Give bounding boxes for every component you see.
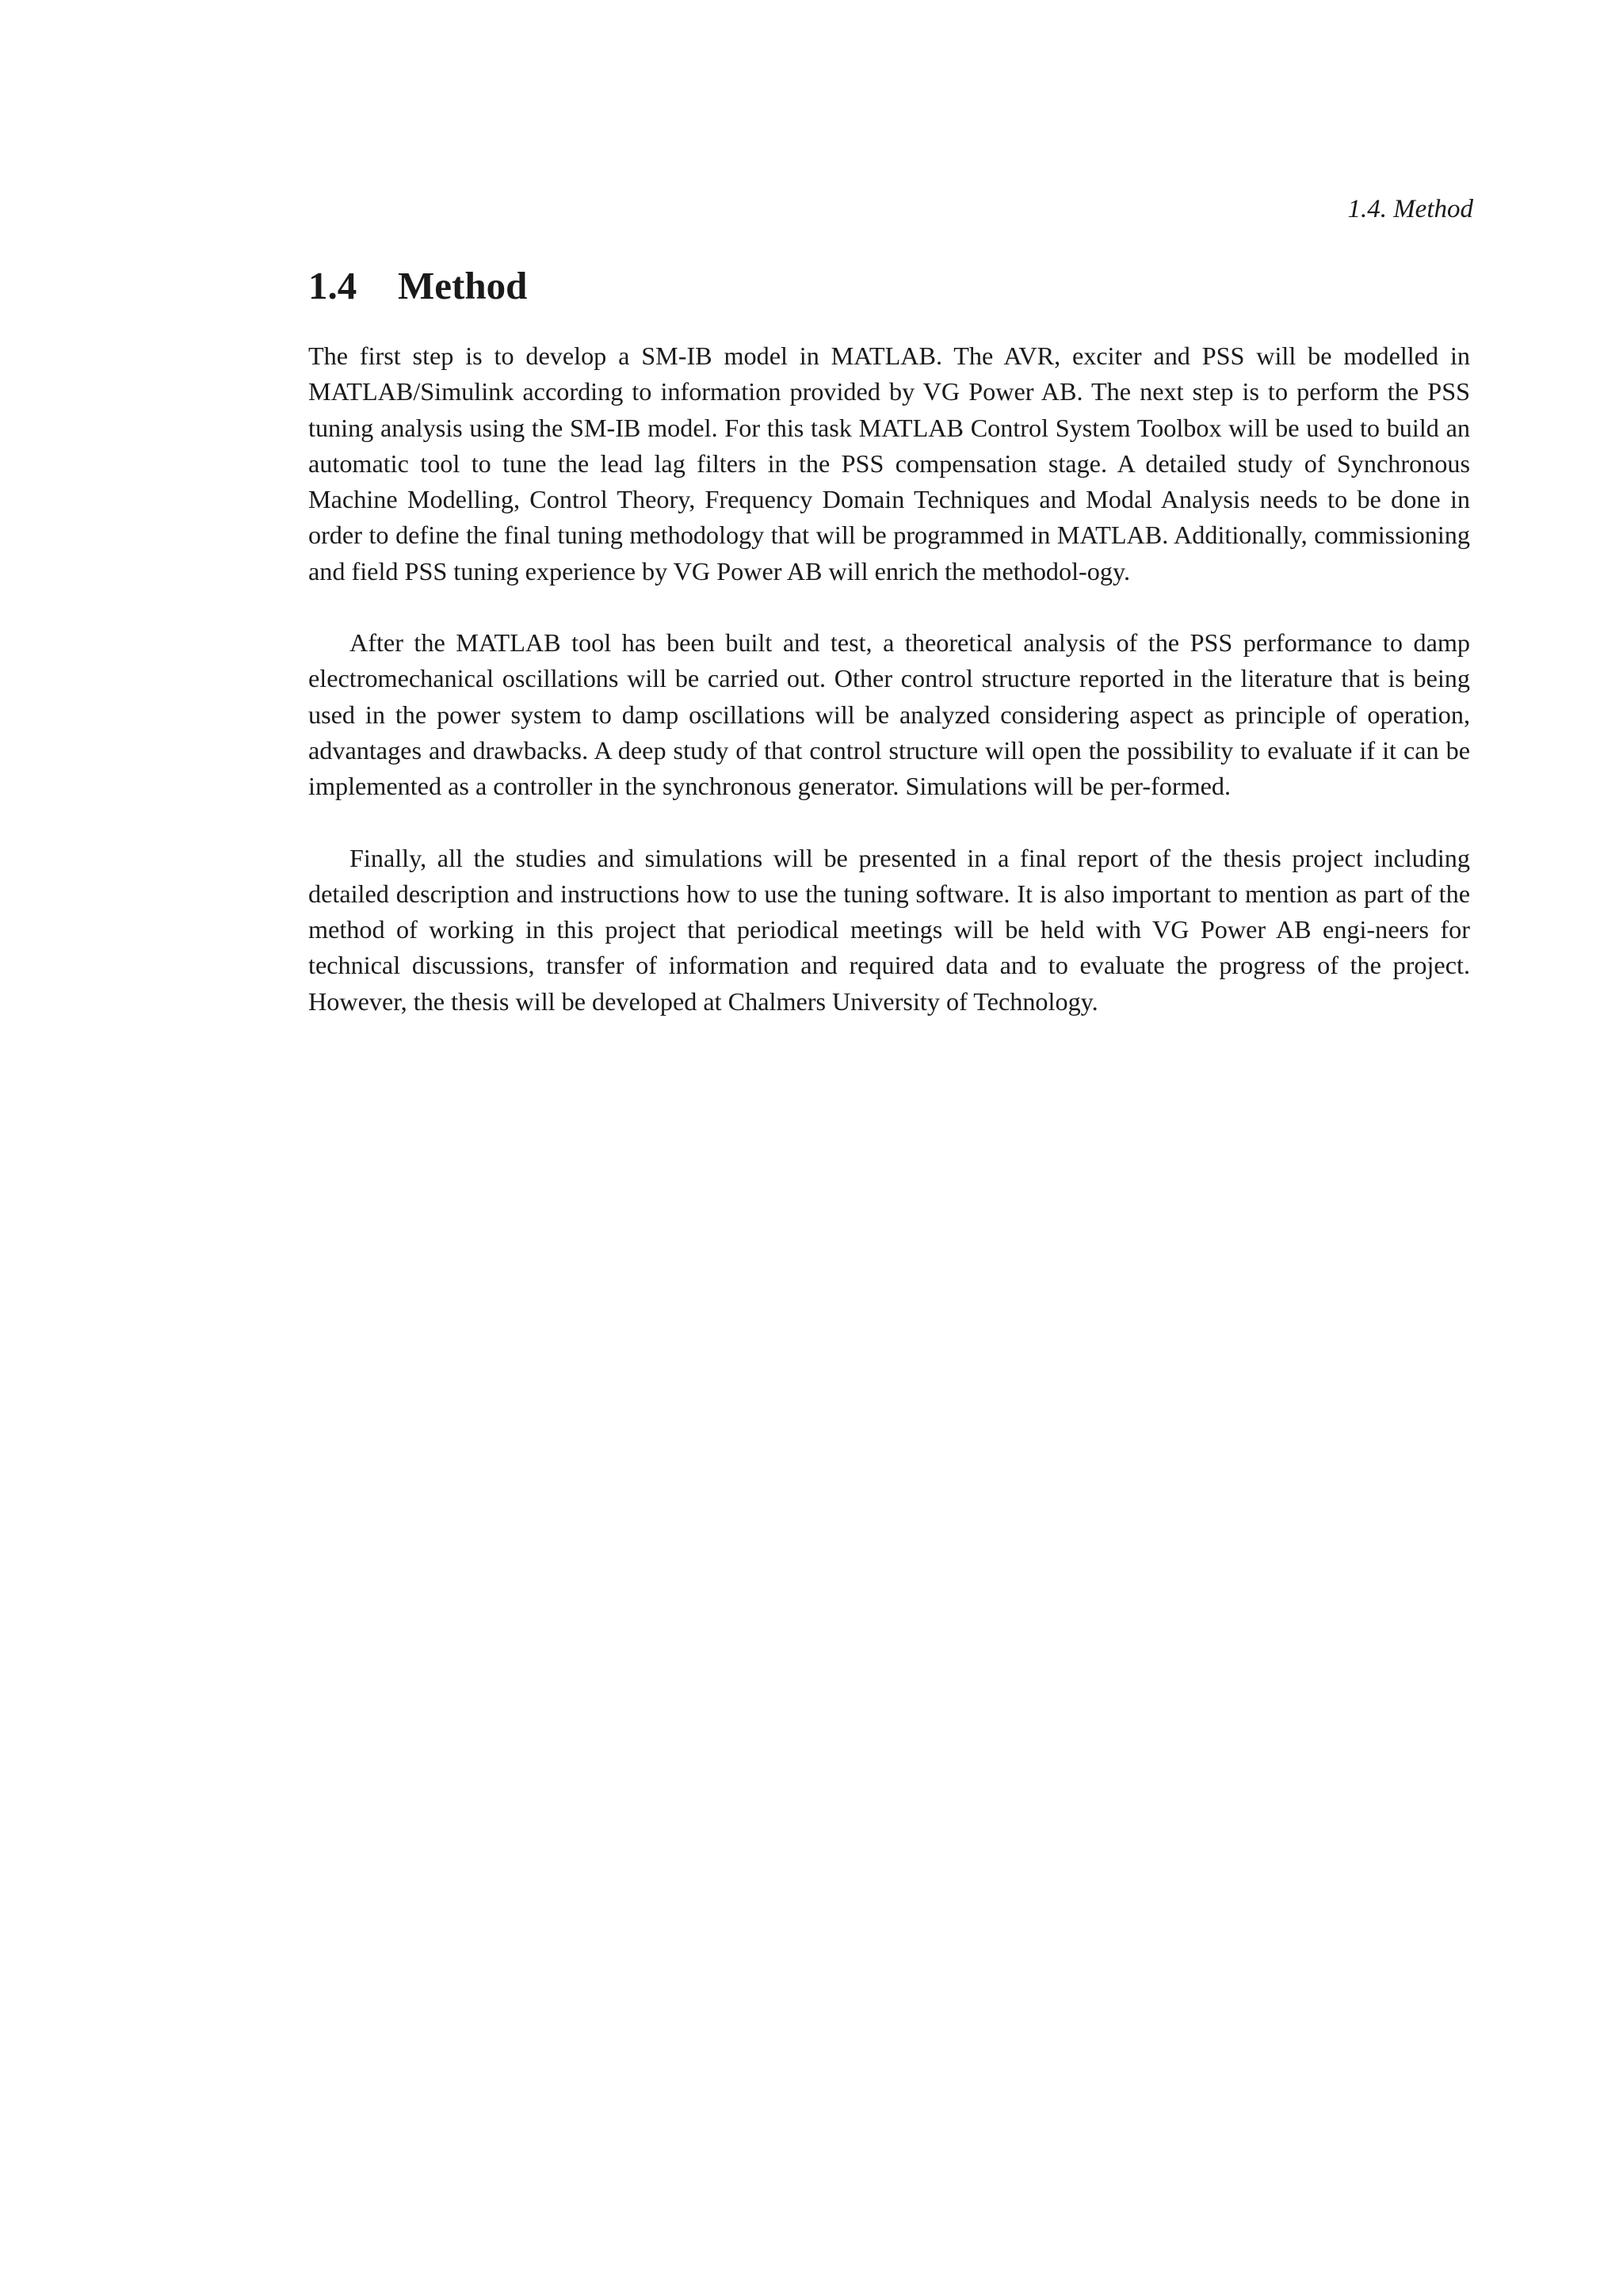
section-heading <box>308 262 527 310</box>
running-header: 1.4. Method <box>1347 195 1473 223</box>
paragraph-1: The first step is to develop a SM-IB model in MATLAB. The AVR, exciter and PSS will be modelled in MATLAB/Simulink according to information provided by VG Power AB. The next step is to perform the PSS tuning analysis using the SM-IB model. For this task MATLAB Control System Toolbox will be used to build an automatic tool to tune the lead lag filters in the PSS compensation stage. A detailed study of Synchronous Machine Modelling, Control Theory, Frequency Domain Techniques and Modal Analysis needs to be done in order to define the final tuning methodology that will be programmed in MATLAB. Additionally, commissioning and field PSS tuning experience by VG Power AB will enrich the methodol-ogy. <box>308 341 1470 585</box>
section-title: Method <box>398 264 528 307</box>
paragraph-2: After the MATLAB tool has been built and test, a theoretical analysis of the PSS performance to damp electromechanical oscillations will be carried out. Other control structure reported in the literature that is being used in the power system to damp oscillations will be analyzed considering aspect as principle of operation, advantages and drawbacks. A deep study of that control structure will open the possibility to evaluate if it can be implemented as a controller in the synchronous generator. Simulations will be per-formed. <box>308 628 1470 801</box>
paragraph-3: Finally, all the studies and simulations will be presented in a final report of the thesis project including detailed description and instructions how to use the tuning software. It is also important to mention as part of the method of working in this project that periodical meetings will be held with VG Power AB engi-neers for technical discussions, transfer of information and required data and to evaluate the progress of the project. However, the thesis will be developed at Chalmers University of Technology. <box>308 843 1470 1016</box>
section-number: 1.4 <box>308 264 357 307</box>
body-text <box>308 338 1470 1020</box>
